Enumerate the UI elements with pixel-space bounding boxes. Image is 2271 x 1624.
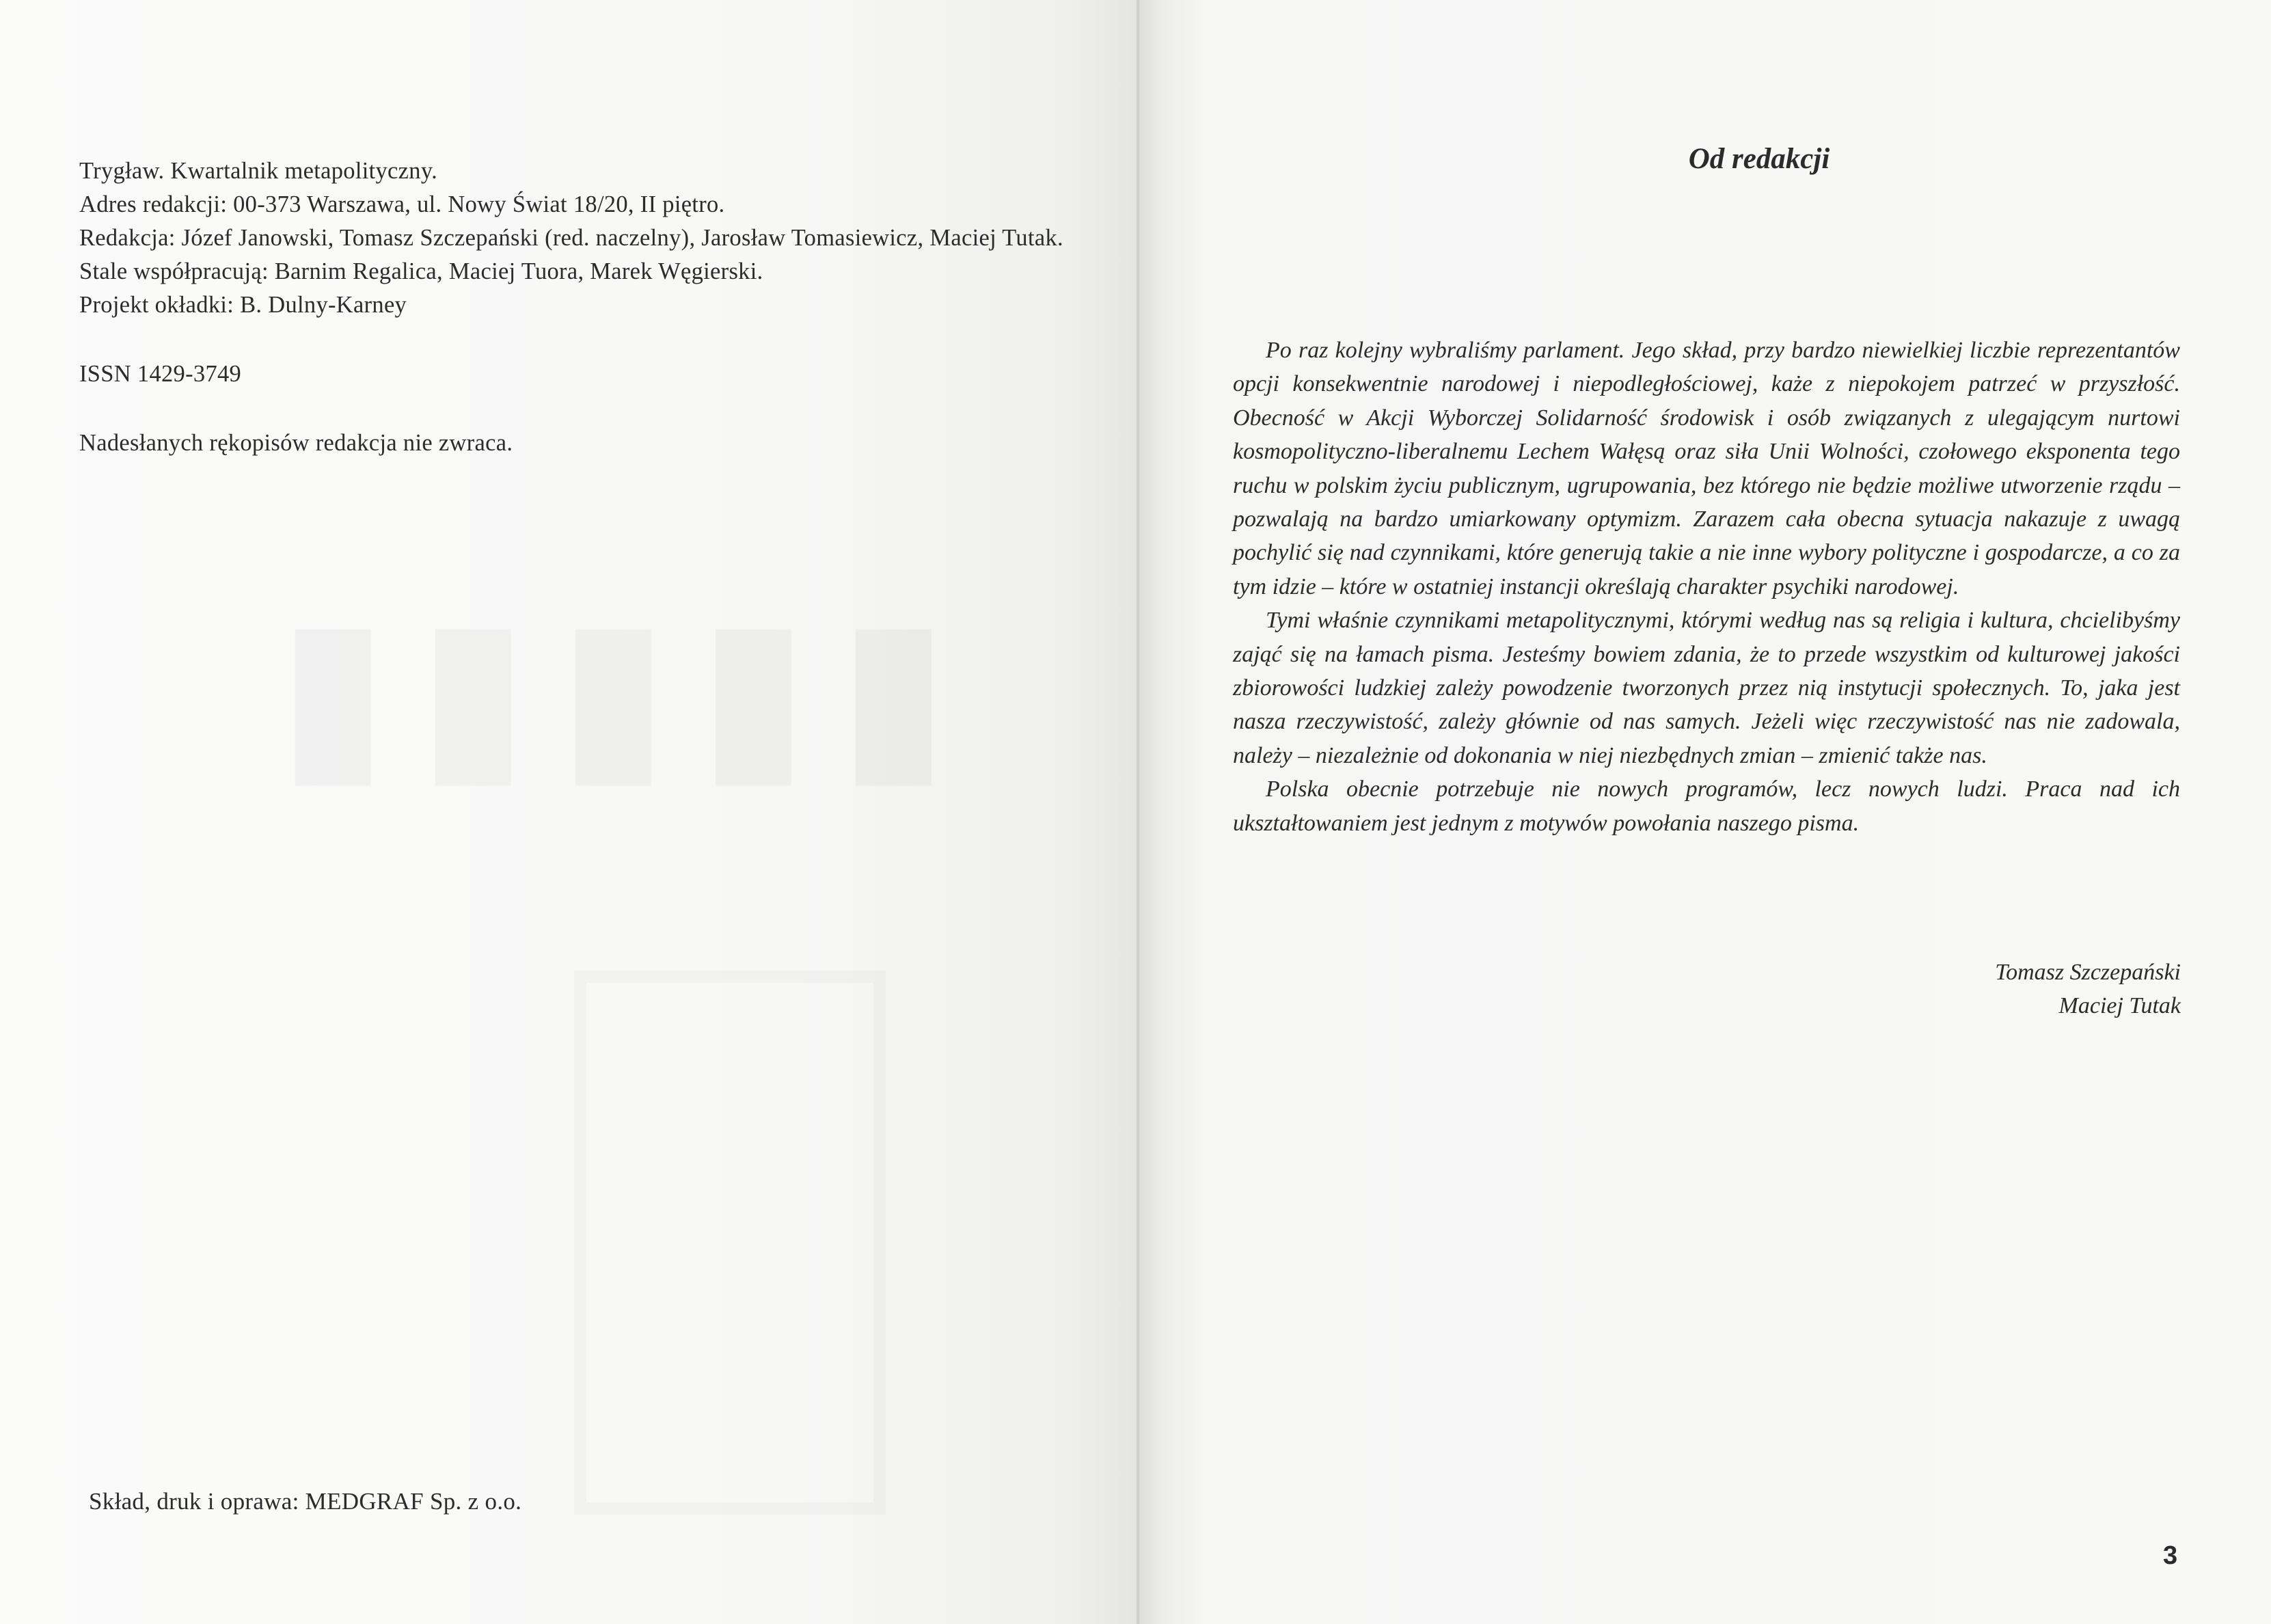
- cover-show-through-frame: [574, 971, 886, 1515]
- cover-show-through: [96, 588, 950, 793]
- printer-credit: Skład, druk i oprawa: MEDGRAF Sp. z o.o.: [89, 1488, 522, 1515]
- editorial-paragraph-3: Polska obecnie potrzebuje nie nowych programów, lecz nowych ludzi. Praca nad ich ukształtowaniem jest jednym z motywów powołania naszego pisma.: [1233, 776, 2180, 836]
- editorial-paragraph-2: Tymi właśnie czynnikami metapolitycznymi, którymi według nas są religia i kultura, chcielibyśmy zająć się na łamach pisma. Jesteśmy bowiem zdania, że to przede wszystkim od kulturowej jakości zbiorowości ludzkiej zależy powodzenie tworzonych przez nią instytucji społecznych. To, jaka jest nasza rzeczywistość, zależy głównie od nas samych. Jeżeli więc rzeczywistość nas nie zadowala, należy – niezależnie od dokonania w niej niezbędnych zmian – zmienić także nas.: [1233, 608, 2180, 768]
- editorial-paragraph-1: Po raz kolejny wybraliśmy parlament. Jego skład, przy bardzo niewielkiej liczbie reprezentantów opcji konsekwentnie narodowej i niepodległościowej, każe z niepokojem patrzeć w przyszłość. Obecność w Akcji Wyborczej Solidarność środowisk i osób związanych z ulegającym nurtowi kosmopolityczno-liberalnemu Lechem Wałęsą oraz siła Unii Wolności, czołowego eksponenta tego ruchu w polskim życiu publicznym, ugrupowania, bez którego nie będzie możliwe utworzenie rządu – pozwalają na bardzo umiarkowany optymizm. Zarazem cała obecna sytuacja nakazuje z uwagą pochylić się nad czynnikami, które generują takie a nie inne wybory polityczne i gospodarcze, a co za tym idzie – które w ostatniej instancji określają charakter psychiki narodowej.: [1233, 338, 2180, 599]
- imprint-title-line: Trygław. Kwartalnik metapolityczny.: [79, 158, 438, 184]
- gutter: [1137, 0, 1139, 1624]
- editorial-body: [1233, 334, 2180, 840]
- imprint-issn: ISSN 1429-3749: [79, 361, 242, 387]
- imprint-address-line: Adres redakcji: 00-373 Warszawa, ul. Nowy Świat 18/20, II piętro.: [79, 191, 725, 217]
- imprint-cover-design-line: Projekt okładki: B. Dulny-Karney: [79, 292, 407, 318]
- imprint-collaborators-line: Stale współpracują: Barnim Regalica, Maciej Tuora, Marek Węgierski.: [79, 258, 763, 284]
- signature-1: Tomasz Szczepański: [1995, 960, 2181, 985]
- editorial-signatures: [1995, 956, 2181, 1023]
- page-number: 3: [2163, 1541, 2178, 1570]
- imprint-manuscripts-note: Nadesłanych rękopisów redakcja nie zwraca.: [79, 430, 513, 456]
- imprint-block: [79, 154, 1063, 460]
- editorial-title: Od redakcji: [1688, 143, 1830, 175]
- signature-2: Maciej Tutak: [2058, 993, 2181, 1018]
- imprint-editors-line: Redakcja: Józef Janowski, Tomasz Szczepański (red. naczelny), Jarosław Tomasiewicz, Maciej Tutak.: [79, 225, 1063, 251]
